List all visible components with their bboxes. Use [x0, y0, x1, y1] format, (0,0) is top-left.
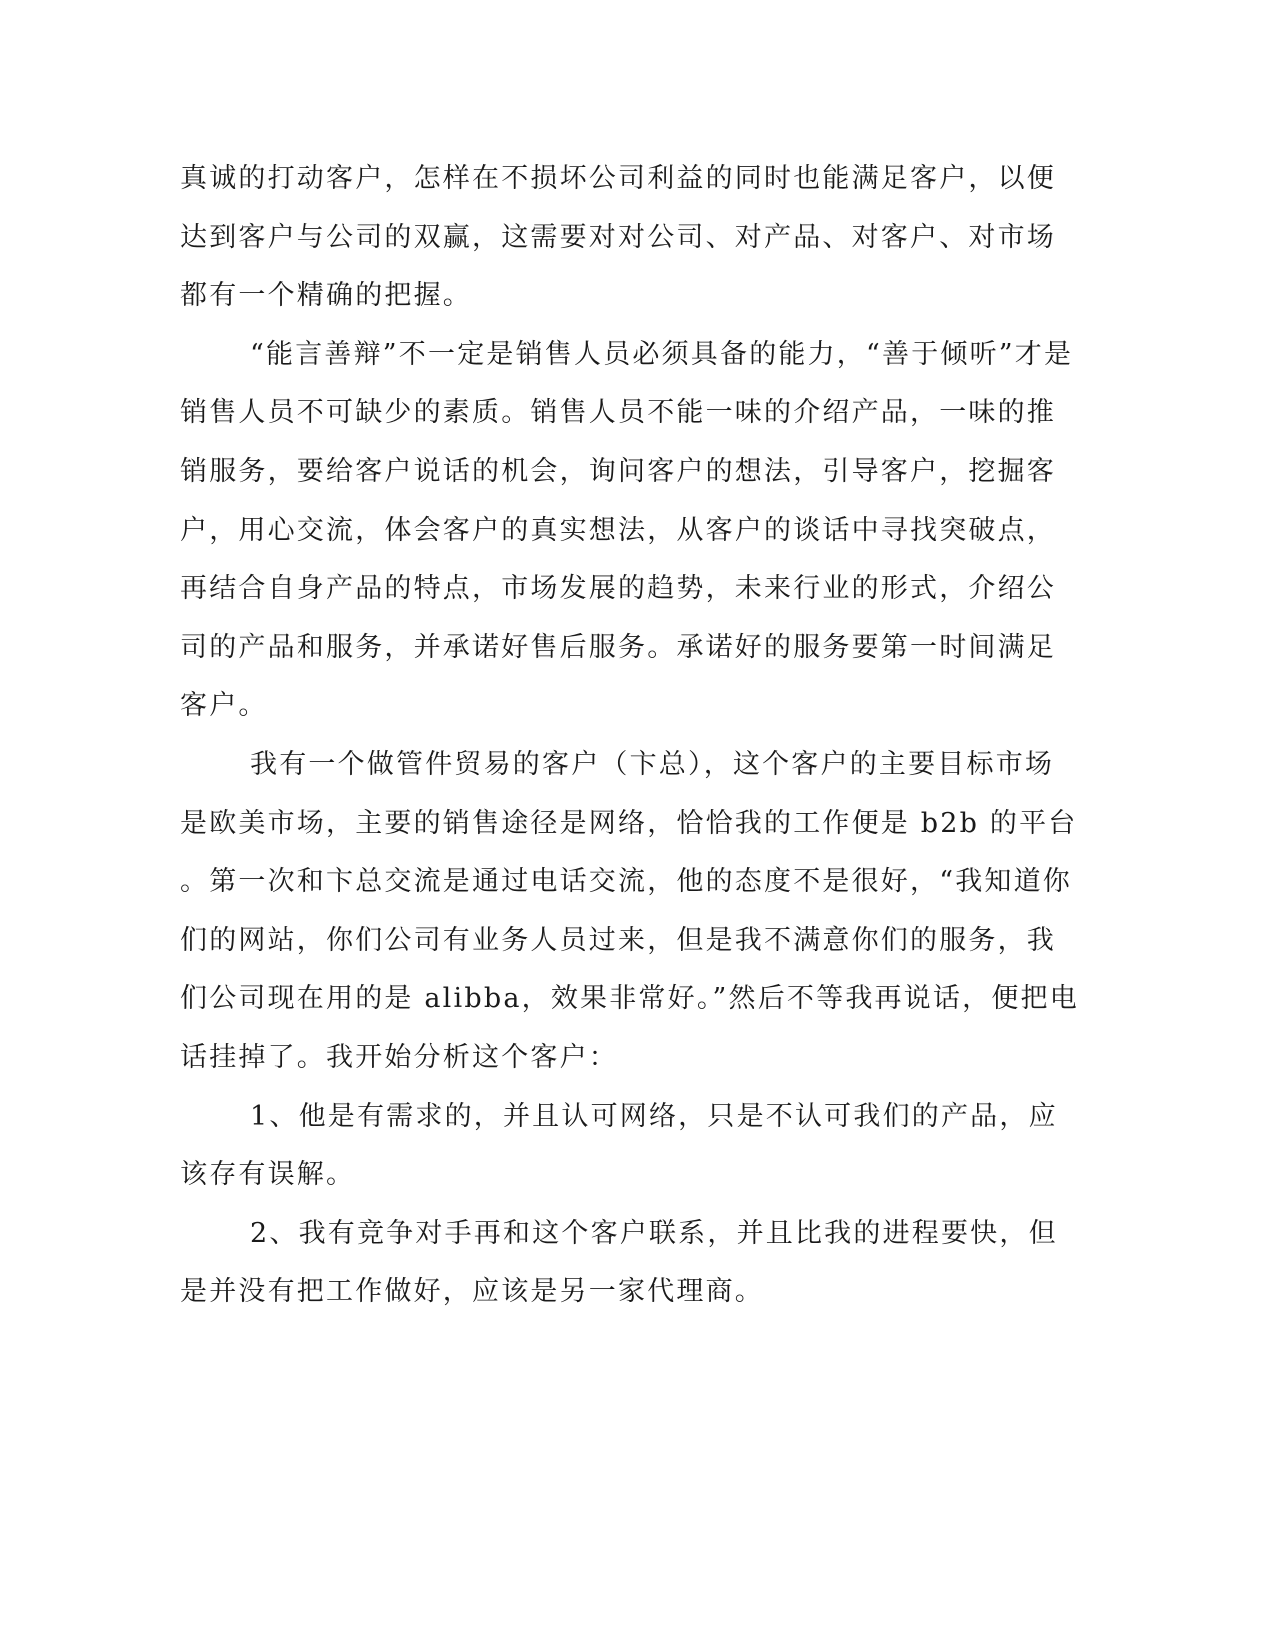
text-line: 们的网站，你们公司有业务人员过来，但是我不满意你们的服务，我	[180, 924, 1056, 956]
list-item-1: 1、他是有需求的，并且认可网络，只是不认可我们的产品，应	[250, 1100, 1058, 1132]
body-text	[180, 150, 1079, 1322]
text-line: 司的产品和服务，并承诺好售后服务。承诺好的服务要第一时间满足	[180, 631, 1056, 663]
text-line: 户，用心交流，体会客户的真实想法，从客户的谈话中寻找突破点，	[180, 514, 1056, 546]
text-line: 是并没有把工作做好，应该是另一家代理商。	[180, 1276, 764, 1308]
text-line: 。第一次和卞总交流是通过电话交流，他的态度不是很好，“我知道你	[180, 866, 1073, 898]
paragraph-start-line: “能言善辩”不一定是销售人员必须具备的能力，“善于倾听”才是	[250, 338, 1074, 370]
text-line: 都有一个精确的把握。	[180, 280, 472, 312]
paragraph-start-line: 我有一个做管件贸易的客户（卞总），这个客户的主要目标市场	[250, 748, 1055, 780]
text-line: 是欧美市场，主要的销售途径是网络，恰恰我的工作便是 b2b 的平台	[180, 807, 1078, 839]
list-item-2: 2、我有竞争对手再和这个客户联系，并且比我的进程要快，但	[250, 1217, 1058, 1249]
text-line: 话挂掉了。我开始分析这个客户：	[180, 1041, 618, 1073]
text-line: 达到客户与公司的双赢，这需要对对公司、对产品、对客户、对市场	[180, 221, 1056, 253]
text-line: 该存有误解。	[180, 1159, 356, 1191]
text-line: 们公司现在用的是 alibba，效果非常好。”然后不等我再说话，便把电	[180, 983, 1079, 1015]
text-line: 再结合自身产品的特点，市场发展的趋势，未来行业的形式，介绍公	[180, 573, 1056, 605]
text-line: 销售人员不可缺少的素质。销售人员不能一味的介绍产品，一味的推	[180, 397, 1056, 429]
text-line: 客户。	[180, 690, 268, 722]
text-line: 销服务，要给客户说话的机会，询问客户的想法，引导客户，挖掘客	[180, 455, 1056, 487]
text-line: 真诚的打动客户，怎样在不损坏公司利益的同时也能满足客户，以便	[180, 163, 1056, 194]
